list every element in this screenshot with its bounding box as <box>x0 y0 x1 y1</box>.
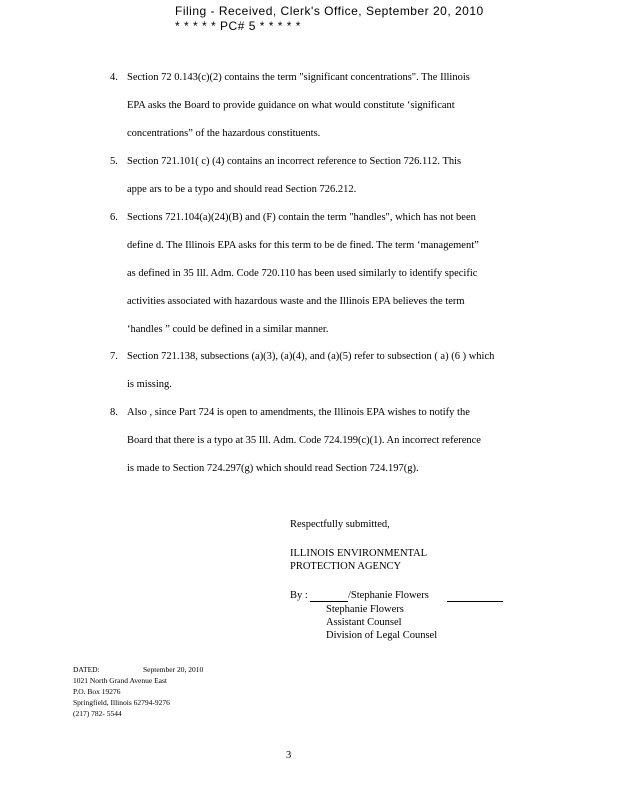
agency-name-line1: ILLINOIS ENVIRONMENTAL <box>290 548 428 559</box>
signer-name: Stephanie Flowers <box>326 604 404 615</box>
item-line: Board that there is a typo at 35 Ill. Adm. Code 724.199(c)(1). An incorrect reference <box>127 435 481 446</box>
filing-stamp-line2: * * * * * PC# 5 * * * * * <box>175 19 301 33</box>
item-line: is missing. <box>127 379 172 390</box>
by-label: By : <box>290 590 308 601</box>
dated-value: September 20, 2010 <box>143 665 204 674</box>
agency-name-line2: PROTECTION AGENCY <box>290 561 402 572</box>
closing-text: Respectfully submitted, <box>290 519 390 530</box>
item-line: ‘handles ” could be defined in a similar manner. <box>127 324 329 335</box>
page-number: 3 <box>286 750 292 761</box>
item-line: EPA asks the Board to provide guidance on what would constitute ‘significant <box>127 100 455 111</box>
item-number: 4. <box>110 72 118 83</box>
item-line: Section 721.101( c) (4) contains an incorrect reference to Section 726.112. This <box>127 156 462 167</box>
item-number: 8. <box>110 407 118 418</box>
item-line: Sections 721.104(a)(24)(B) and (F) contain the term "handles", which has not been <box>127 212 476 223</box>
dated-label: DATED: <box>73 665 100 674</box>
electronic-signature: /Stephanie Flowers <box>348 590 429 601</box>
item-number: 6. <box>110 212 118 223</box>
address-line: Springfield, Illinois 62794-9276 <box>73 698 170 707</box>
item-line: concentrations” of the hazardous constituents. <box>127 128 321 139</box>
item-line: Section 721.138, subsections (a)(3), (a)(4), and (a)(5) refer to subsection ( a) (6 ) which <box>127 351 495 362</box>
signer-division: Division of Legal Counsel <box>326 630 438 641</box>
item-line: Section 72 0.143(c)(2) contains the term "significant concentrations". The Illinois <box>127 72 470 83</box>
item-line: activities associated with hazardous waste and the Illinois EPA believes the term <box>127 296 465 307</box>
address-line: P.O. Box 19276 <box>73 687 121 696</box>
item-number: 7. <box>110 351 118 362</box>
item-line: Also , since Part 724 is open to amendments, the Illinois EPA wishes to notify the <box>127 407 470 418</box>
phone-number: (217) 782- 5544 <box>73 709 122 718</box>
item-line: is made to Section 724.297(g) which should read Section 724.197(g). <box>127 463 419 474</box>
signature-line <box>310 601 348 602</box>
filing-stamp-line1: Filing - Received, Clerk's Office, September 20, 2010 <box>175 4 484 18</box>
signer-title: Assistant Counsel <box>326 617 402 628</box>
item-line: define d. The Illinois EPA asks for this term to be de fined. The term ‘management” <box>127 240 479 251</box>
item-number: 5. <box>110 156 118 167</box>
address-line: 1021 North Grand Avenue East <box>73 676 168 685</box>
item-line: as defined in 35 Ill. Adm. Code 720.110 has been used similarly to identify specific <box>127 268 478 279</box>
item-line: appe ars to be a typo and should read Section 726.212. <box>127 184 357 195</box>
signature-line <box>447 601 503 602</box>
